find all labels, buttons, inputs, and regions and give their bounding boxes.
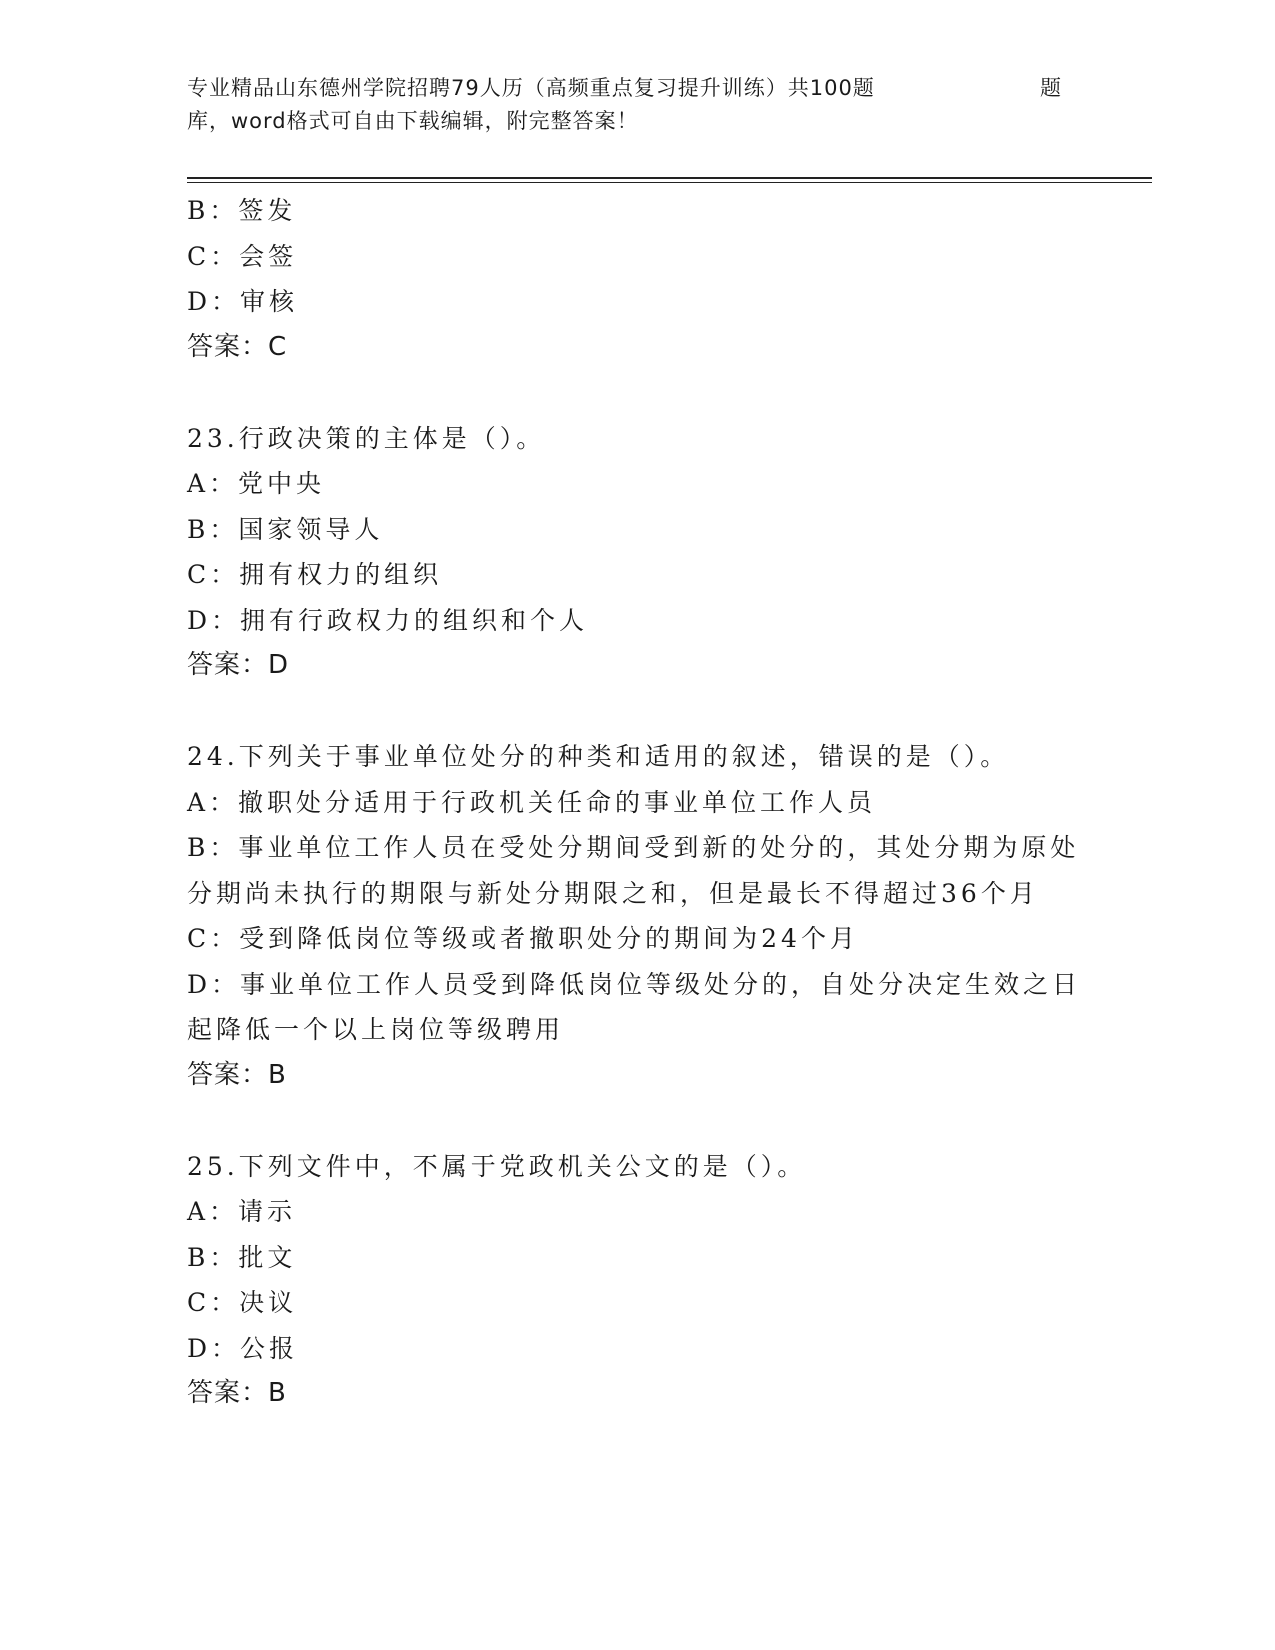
- option-a: A：党中央: [187, 469, 326, 498]
- document-header: [187, 72, 1067, 138]
- option-b: B：批文: [187, 1242, 297, 1272]
- answer-line: 答案：D: [187, 650, 290, 680]
- option-c: C：会签: [187, 241, 298, 271]
- option-a: A：请示: [187, 1197, 297, 1226]
- option-c: C：拥有权力的组织: [187, 560, 443, 589]
- question-25: [187, 1144, 1087, 1417]
- option-b-line-2: 分期尚未执行的期限与新处分期限之和，但是最长不得超过36个月: [187, 878, 1039, 908]
- header-line-2: 库，word格式可自由下载编辑，附完整答案！: [187, 109, 639, 133]
- question-23: [187, 416, 1087, 689]
- header-line-1: 专业精品山东德州学院招聘79人历（高频重点复习提升训练）共100题: [187, 76, 875, 100]
- option-d-line-1: D：事业单位工作人员受到降低岗位等级处分的，自处分决定生效之日: [187, 969, 1082, 999]
- option-b: B：签发: [187, 196, 297, 225]
- header-suffix: 题: [1040, 76, 1061, 100]
- option-b-line-1: B：事业单位工作人员在受处分期间受到新的处分的，其处分期为原处: [187, 833, 1080, 862]
- option-c: C：决议: [187, 1288, 298, 1317]
- question-stem: 24.下列关于事业单位处分的种类和适用的叙述，错误的是（）。: [187, 742, 1010, 771]
- question-stem: 23.行政决策的主体是（）。: [187, 423, 546, 453]
- header-divider-thin: [187, 182, 1152, 183]
- option-a: A：撤职处分适用于行政机关任命的事业单位工作人员: [187, 787, 877, 817]
- option-d: D：公报: [187, 1333, 299, 1363]
- question-22-tail: [187, 188, 1087, 370]
- option-d-line-2: 起降低一个以上岗位等级聘用: [187, 1015, 565, 1044]
- option-d: D：审核: [187, 287, 299, 316]
- answer-line: 答案：B: [187, 1378, 287, 1408]
- option-d: D：拥有行政权力的组织和个人: [187, 605, 589, 635]
- question-list: [187, 188, 1087, 1417]
- answer-line: 答案：B: [187, 1059, 287, 1090]
- question-24: [187, 734, 1087, 1098]
- answer-line: 答案：C: [187, 331, 288, 362]
- header-divider-thick: [187, 177, 1152, 179]
- option-b: B：国家领导人: [187, 514, 384, 544]
- option-c: C：受到降低岗位等级或者撤职处分的期间为24个月: [187, 924, 859, 953]
- question-stem: 25.下列文件中，不属于党政机关公文的是（）。: [187, 1151, 807, 1181]
